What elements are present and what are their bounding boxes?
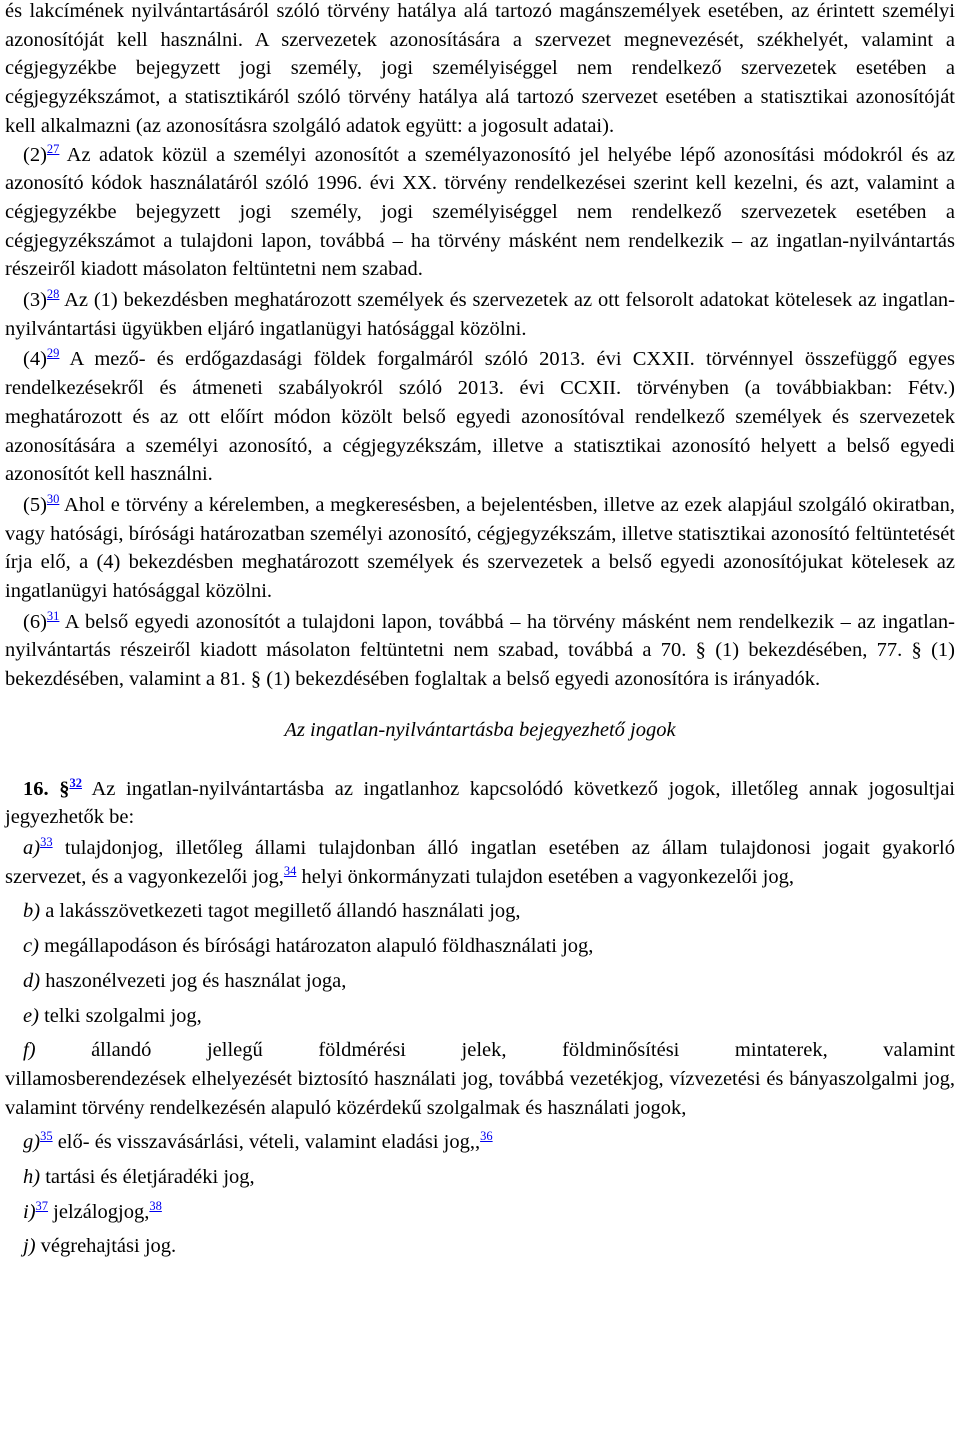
document-page xyxy=(5,0,955,1261)
item-label: h) xyxy=(23,1166,41,1189)
item-label: a) xyxy=(23,836,41,859)
section-sign: § xyxy=(59,777,70,800)
footnote-link-38[interactable]: 38 xyxy=(149,1198,162,1213)
item-label: f) xyxy=(23,1039,36,1062)
paragraph-number: (4) xyxy=(23,348,47,371)
section-number: 16. xyxy=(23,777,49,800)
item-label: d) xyxy=(23,969,41,992)
item-text: megállapodáson és bírósági határozaton alapuló földhasználati jog, xyxy=(38,935,594,958)
footnote-link-30[interactable]: 30 xyxy=(46,491,60,506)
paragraph-2 xyxy=(5,141,955,285)
paragraph-text: Az (1) bekezdésben meghatározott személyek és szervezetek az ott felsorolt adatokat kötelesek az ingatlan-nyilvántartási ügyükben eljáró ingatlanügyi hatósággal közölni. xyxy=(5,289,955,340)
paragraph-number: (5) xyxy=(23,493,47,516)
paragraph-text: A mező- és erdőgazdasági földek forgalmáról szóló 2013. évi CXXII. törvénnyel összefüggő egyes rendelkezésekről és átmeneti szabályokról szóló 2013. évi CCXII. törvényben (a továbbiakban: Fétv.) meghatározott és az ott előírt módon közölt belső egyedi azonosítóval rendelkező személyek és szervezetek azonosítására a személyi azonosító, a cégjegyzékszám, illetve a statisztikai azonosító helyett a belső egyedi azonosítót kell használni. xyxy=(5,348,955,486)
paragraph-number: (3) xyxy=(23,289,47,312)
item-text: haszonélvezeti jog és használat joga, xyxy=(40,969,347,992)
footnote-link-28[interactable]: 28 xyxy=(46,287,60,302)
item-label: c) xyxy=(23,935,39,958)
footnote-link-32[interactable]: 32 xyxy=(69,775,82,790)
item-text: tulajdonjog, illetőleg állami tulajdonban álló ingatlan esetében az állam tulajdonosi jogait gyakorló szervezet, és a vagyonkezelői jog, xyxy=(5,836,955,888)
list-item-c xyxy=(5,932,955,961)
list-item-b xyxy=(5,897,955,926)
paragraph-4 xyxy=(5,345,955,489)
paragraph-1-continuation: és lakcímének nyilvántartásáról szóló törvény hatálya alá tartozó magánszemélyek esetében, az érintett személyi azonosítóját kell használni. A szervezetek azonosítására a szervezet megnevezését, székhelyét, valamint a cégjegyzékbe bejegyzett jogi személy, jogi személyiséggel nem rendelkező szervezetek esetében a cégjegyzékszámot, a statisztikáról szóló törvény hatálya alá tartozó szervezet esetében a statisztikai azonosítóját kell alkalmazni (az azonosításra szolgáló adatok együtt: a jogosult adatai). xyxy=(5,0,955,137)
section-text: Az ingatlan-nyilvántartásba az ingatlanhoz kapcsolódó következő jogok, illetőleg annak jogosultjai jegyezhetők be: xyxy=(5,777,956,829)
list-item-d xyxy=(5,967,955,996)
item-text-2: helyi önkormányzati tulajdon esetében a vagyonkezelői jog, xyxy=(296,865,794,888)
paragraph-number: (2) xyxy=(23,143,47,166)
item-text: jelzálogjog, xyxy=(48,1200,150,1223)
footnote-link-37[interactable]: 37 xyxy=(35,1198,49,1213)
item-text: elő- és visszavásárlási, vételi, valamint eladási jog,, xyxy=(52,1131,481,1154)
item-text: állandó jellegű földmérési jelek, földminősítési mintaterek, valamint xyxy=(35,1039,955,1062)
footnote-link-33[interactable]: 33 xyxy=(40,834,53,849)
footnote-link-29[interactable]: 29 xyxy=(46,346,60,361)
item-text: telki szolgalmi jog, xyxy=(38,1004,202,1027)
list-item-f xyxy=(5,1036,955,1122)
list-item-a xyxy=(5,834,955,891)
section-heading: Az ingatlan-nyilvántartásba bejegyezhető jogok xyxy=(284,718,676,741)
paragraph-number: (6) xyxy=(23,610,47,633)
list-item-i xyxy=(5,1198,955,1227)
item-text: a lakásszövetkezeti tagot megillető állandó használati jog, xyxy=(40,900,521,923)
item-label: g) xyxy=(23,1131,41,1154)
list-item-h xyxy=(5,1163,955,1192)
paragraph-text: A belső egyedi azonosítót a tulajdoni lapon, továbbá – ha törvény másként nem rendelkezik – az ingatlan-nyilvántartás részeiről kiadott másolaton feltüntetni nem szabad, továbbá a 70. § (1) bekezdésében, 77. § (1) bekezdésében, valamint a 81. § (1) bekezdésében foglaltak a belső egyedi azonosítóra is irányadók. xyxy=(5,610,955,691)
footnote-link-34[interactable]: 34 xyxy=(283,863,297,878)
item-text: tartási és életjáradéki jog, xyxy=(40,1166,255,1189)
section-16 xyxy=(5,775,955,832)
footnote-link-27[interactable]: 27 xyxy=(46,141,60,156)
item-first-line xyxy=(5,1036,955,1065)
item-label: j) xyxy=(23,1235,36,1258)
list-item-j xyxy=(5,1232,955,1261)
item-label: e) xyxy=(23,1004,39,1027)
item-text: végrehajtási jog. xyxy=(35,1235,177,1258)
footnote-link-35[interactable]: 35 xyxy=(40,1129,53,1144)
list-item-g xyxy=(5,1128,955,1157)
item-label: i) xyxy=(23,1200,36,1223)
footnote-link-31[interactable]: 31 xyxy=(46,608,60,623)
paragraph-6 xyxy=(5,608,955,694)
item-label: b) xyxy=(23,900,41,923)
footnote-link-36[interactable]: 36 xyxy=(480,1129,493,1144)
paragraph-text: Az adatok közül a személyi azonosítót a személyazonosító jel helyébe lépő azonosítási módokról és az azonosító kódok használatáról szóló 1996. évi XX. törvény rendelkezései szerint kell kezelni, és azt, valamint a cégjegyzékbe bejegyzett jogi személy, jogi személyiséggel nem rendelkező szervezetek esetében a cégjegyzékszámot a tulajdoni lapon, továbbá – ha törvény másként nem rendelkezik – az ingatlan-nyilvántartás részeiről kiadott másolaton feltüntetni nem szabad. xyxy=(5,143,955,281)
paragraph-text: Ahol e törvény a kérelemben, a megkeresésben, a bejelentésben, illetve az ezek alapjául szolgáló okiratban, vagy hatósági, bírósági határozatban személyi azonosító, cégjegyzékszám, illetve statisztikai azonosító feltüntetését írja elő, a (4) bekezdésben meghatározott személyek és szervezetek a belső egyedi azonosítójukat kötelesek az ingatlanügyi hatósággal közölni. xyxy=(5,493,955,603)
item-continuation: villamosberendezések elhelyezését biztosító használati jog, továbbá vezetékjog, vízvezetési és bányaszolgalmi jog, valamint törvény rendelkezésén alapuló közérdekű szolgalmak és használati jogok, xyxy=(5,1067,955,1119)
paragraph-5 xyxy=(5,491,955,606)
list-item-e xyxy=(5,1002,955,1031)
paragraph-3 xyxy=(5,286,955,343)
